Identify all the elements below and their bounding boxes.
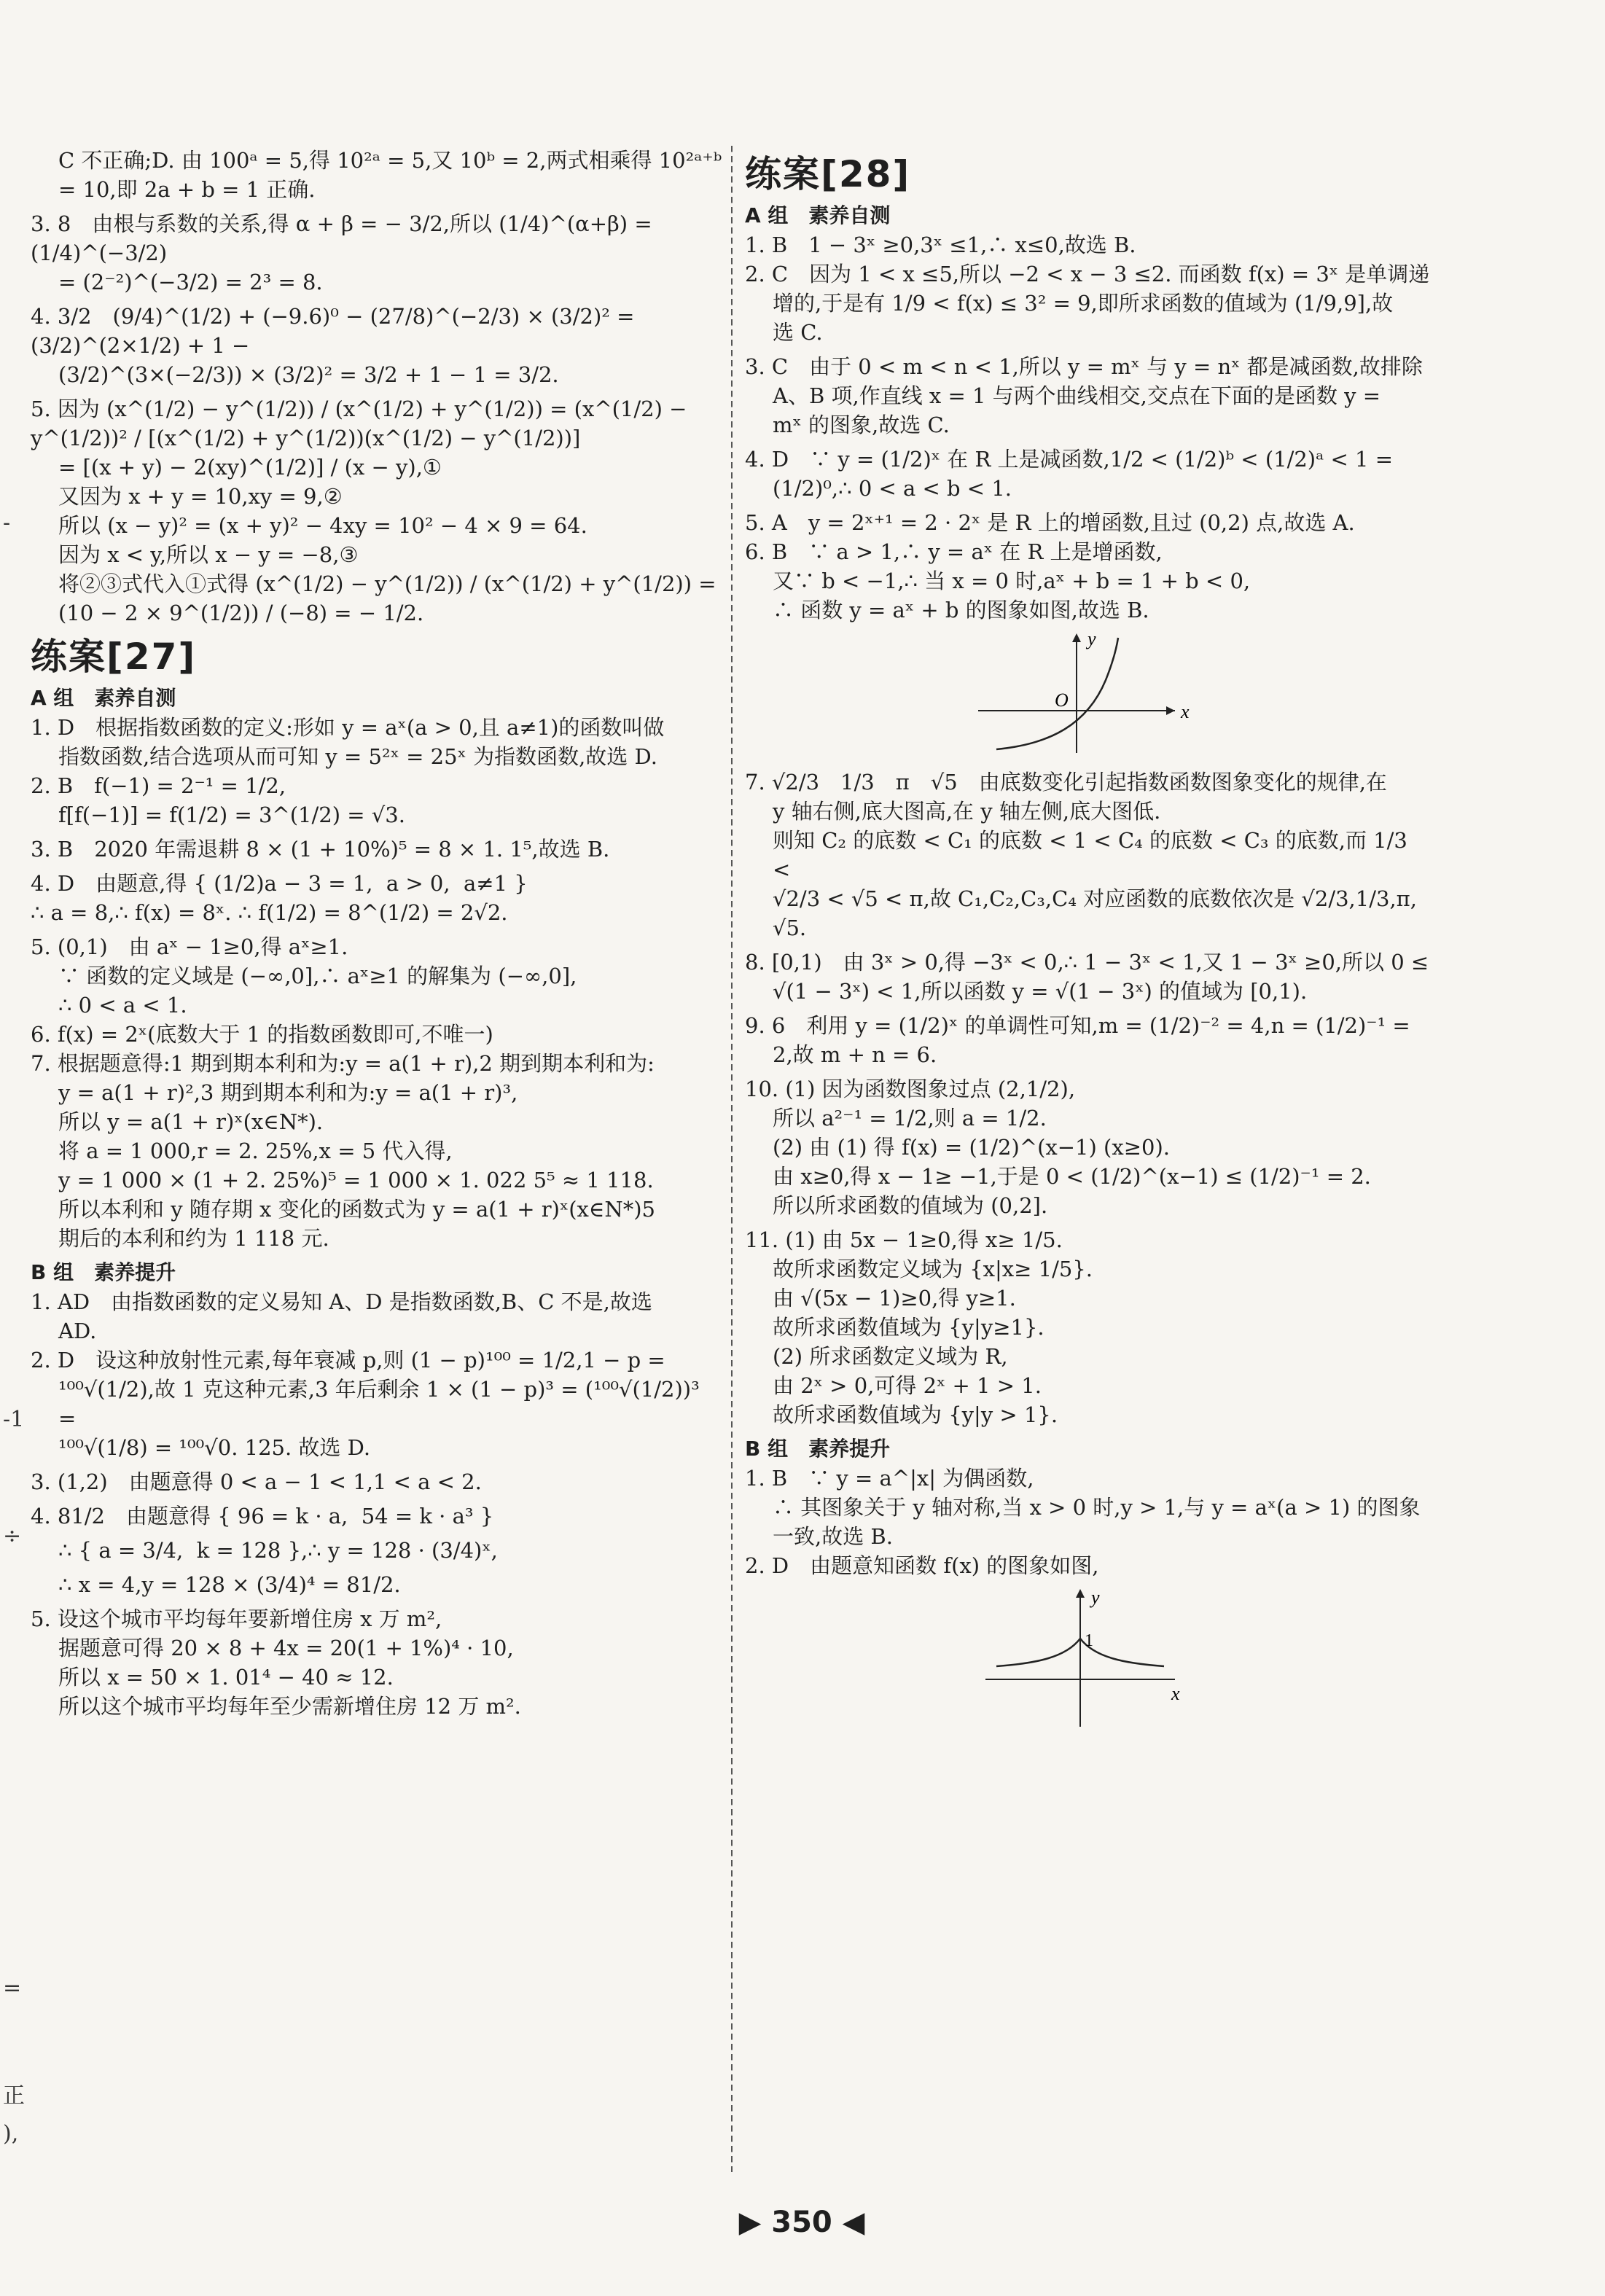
answer-line: 期后的本利和约为 1 118 元. — [58, 1226, 329, 1251]
answer-line: 一致,故选 B. — [773, 1524, 893, 1549]
answer-line: 因为 x < y,所以 x − y = −8,③ — [58, 542, 359, 567]
answer-line: 所以 a²⁻¹ = 1/2,则 a = 1/2. — [773, 1106, 1047, 1131]
page-number: ▶ 350 ◀ — [738, 2206, 865, 2239]
answer-line: √2/3 < √5 < π,故 C₁,C₂,C₃,C₄ 对应函数的底数依次是 √2/3,1/3,π, — [773, 886, 1417, 911]
group-a-label: A 组 素养自测 — [745, 203, 891, 227]
answer-line: 1. AD 由指数函数的定义易知 A、D 是指数函数,B、C 不是,故选 — [31, 1289, 652, 1314]
answer-line: mˣ 的图象,故选 C. — [773, 413, 950, 437]
answer-line: y = a(1 + r)²,3 期到期本利和为:y = a(1 + r)³, — [58, 1080, 518, 1105]
answer-line: 指数函数,结合选项从而可知 y = 5²ˣ = 25ˣ 为指数函数,故选 D. — [58, 744, 657, 769]
answer-line: C 不正确;D. 由 100ᵃ = 5,得 10²ᵃ = 5,又 10ᵇ = 2,两式相乘得 10²ᵃ⁺ᵇ — [58, 148, 722, 173]
answer-line: 3. C 由于 0 < m < n < 1,所以 y = mˣ 与 y = nˣ 都是减函数,故排除 — [745, 354, 1423, 379]
answer-line: f[f(−1)] = f(1/2) = 3^(1/2) = √3. — [58, 803, 405, 827]
answer-line: 5. 因为 (x^(1/2) − y^(1/2)) / (x^(1/2) + y^(1/2)) = (x^(1/2) − y^(1/2))² / [(x^(1/2) + y^(1/2))(x^(1/2) − y^(1/2))] — [31, 397, 694, 450]
answer-line: √(1 − 3ˣ) < 1,所以函数 y = √(1 − 3ˣ) 的值域为 [0,1). — [773, 979, 1308, 1004]
answer-line: 所以所求函数的值域为 (0,2]. — [773, 1193, 1048, 1218]
graph-exp-shifted — [745, 629, 1430, 760]
answer-line: ∴ 函数 y = aˣ + b 的图象如图,故选 B. — [773, 598, 1149, 622]
answer-line: 选 C. — [773, 320, 823, 345]
margin-mark: ÷ — [3, 1523, 22, 1549]
answer-line: A、B 项,作直线 x = 1 与两个曲线相交,交点在下面的是函数 y = — [773, 383, 1381, 408]
section-title-28: 练案[28] — [745, 153, 911, 195]
answer-line: (2) 由 (1) 得 f(x) = (1/2)^(x−1) (x≥0). — [773, 1135, 1170, 1160]
answer-line: 则知 C₂ 的底数 < C₁ 的底数 < 1 < C₄ 的底数 < C₃ 的底数,而 1/3 < — [773, 828, 1415, 882]
answer-line: 5. A y = 2ˣ⁺¹ = 2 · 2ˣ 是 R 上的增函数,且过 (0,2) 点,故选 A. — [745, 510, 1355, 535]
answer-line: 故所求函数值域为 {y|y≥1}. — [773, 1315, 1044, 1340]
answer-line: 4. D ∵ y = (1/2)ˣ 在 R 上是减函数,1/2 < (1/2)ᵇ < (1/2)ᵃ < 1 = — [745, 447, 1394, 472]
answer-line: 5. (0,1) 由 aˣ − 1≥0,得 aˣ≥1. — [31, 934, 348, 959]
answer-line: ∵ 函数的定义域是 (−∞,0],∴ aˣ≥1 的解集为 (−∞,0], — [58, 964, 577, 988]
answer-line: 由 2ˣ > 0,可得 2ˣ + 1 > 1. — [773, 1373, 1042, 1398]
answer-line: 8. [0,1) 由 3ˣ > 0,得 −3ˣ < 0,∴ 1 − 3ˣ < 1,又 1 − 3ˣ ≥0,所以 0 ≤ — [745, 950, 1429, 975]
group-b-label: B 组 素养提升 — [31, 1260, 176, 1284]
answer-line: ∴ 0 < a < 1. — [58, 993, 187, 1018]
answer-line: ∴ 其图象关于 y 轴对称,当 x > 0 时,y > 1,与 y = aˣ(a > 1) 的图象 — [773, 1495, 1421, 1520]
x-label: x — [1171, 1683, 1180, 1704]
answer-line: 4. 3/2 (9/4)^(1/2) + (−9.6)⁰ − (27/8)^(−2/3) × (3/2)² = (3/2)^(2×1/2) + 1 − — [31, 304, 641, 358]
answer-line: 11. (1) 由 5x − 1≥0,得 x≥ 1/5. — [745, 1227, 1063, 1252]
answer-line: 2. B f(−1) = 2⁻¹ = 1/2, — [31, 773, 286, 798]
x-axis-arrow — [1166, 706, 1175, 715]
section-title-27: 练案[27] — [31, 636, 197, 678]
answer-line: (2) 所求函数定义域为 R, — [773, 1344, 1008, 1369]
answer-line: 又∵ b < −1,∴ 当 x = 0 时,aˣ + b = 1 + b < 0, — [773, 569, 1251, 593]
answer-line: AD. — [58, 1319, 97, 1343]
answer-line: = [(x + y) − 2(xy)^(1/2)] / (x − y),① — [58, 455, 442, 480]
y-axis-arrow — [1076, 1589, 1085, 1598]
answer-line: = (2⁻²)^(−3/2) = 2³ = 8. — [58, 270, 323, 294]
answer-line: 故所求函数值域为 {y|y > 1}. — [773, 1402, 1058, 1427]
intercept-label: 1 — [1085, 1631, 1093, 1650]
margin-mark: 正 — [3, 2083, 25, 2109]
y-label: y — [1087, 629, 1096, 649]
answer-line: 2. D 由题意知函数 f(x) 的图象如图, — [745, 1553, 1099, 1578]
answer-line: 1. B 1 − 3ˣ ≥0,3ˣ ≤1,∴ x≤0,故选 B. — [745, 233, 1136, 257]
answer-line: (3/2)^(3×(−2/3)) × (3/2)² = 3/2 + 1 − 1 = 3/2. — [58, 362, 559, 387]
answer-line: 9. 6 利用 y = (1/2)ˣ 的单调性可知,m = (1/2)⁻² = 4,n = (1/2)⁻¹ = — [745, 1013, 1410, 1038]
margin-mark: = — [3, 1975, 22, 2001]
answer-line: 将②③式代入①式得 (x^(1/2) − y^(1/2)) / (x^(1/2) + y^(1/2)) = (10 − 2 × 9^(1/2)) / (−8) = − 1/2. — [58, 571, 723, 625]
left-column — [31, 146, 723, 1721]
answer-line: 将 a = 1 000,r = 2. 25%,x = 5 代入得, — [58, 1139, 453, 1163]
answer-line: 4. D 由题意,得 { (1/2)a − 3 = 1, a > 0, a≠1 } — [31, 871, 528, 896]
answer-line: 5. 设这个城市平均每年要新增住房 x 万 m², — [31, 1606, 442, 1631]
answer-line: 1. D 根据指数函数的定义:形如 y = aˣ(a > 0,且 a≠1)的函数叫做 — [31, 715, 665, 740]
origin-label: O — [1055, 690, 1069, 711]
answer-line: 所以 (x − y)² = (x + y)² − 4xy = 10² − 4 × 9 = 64. — [58, 513, 587, 538]
answer-line: 又因为 x + y = 10,xy = 9,② — [58, 484, 343, 509]
answer-line: 所以 x = 50 × 1. 01⁴ − 40 ≈ 12. — [58, 1665, 394, 1690]
answer-line: 4. 81/2 由题意得 { 96 = k · a, 54 = k · a³ } — [31, 1504, 494, 1528]
answer-line: 所以 y = a(1 + r)ˣ(x∈N*). — [58, 1109, 324, 1134]
answer-line: 2. C 因为 1 < x ≤5,所以 −2 < x − 3 ≤2. 而函数 f(x) = 3ˣ 是单调递 — [745, 262, 1430, 286]
column-divider — [731, 146, 733, 2172]
answer-line: ¹⁰⁰√(1/8) = ¹⁰⁰√0. 125. 故选 D. — [58, 1435, 371, 1460]
graph-even-function — [745, 1585, 1430, 1730]
answer-line: ∴ x = 4,y = 128 × (3/4)⁴ = 81/2. — [58, 1572, 401, 1597]
answer-line: ¹⁰⁰√(1/2),故 1 克这种元素,3 年后剩余 1 × (1 − p)³ = (¹⁰⁰√(1/2))³ = — [58, 1377, 706, 1431]
answer-line: 7. 根据题意得:1 期到期本利和为:y = a(1 + r),2 期到期本利和为: — [31, 1051, 655, 1076]
answer-line: ∴ a = 8,∴ f(x) = 8ˣ. ∴ f(1/2) = 8^(1/2) = 2√2. — [31, 900, 508, 925]
answer-line: 2,故 m + n = 6. — [773, 1042, 937, 1067]
answer-line: 所以本利和 y 随存期 x 变化的函数式为 y = a(1 + r)ˣ(x∈N*)5 — [58, 1197, 655, 1222]
answer-line: 6. f(x) = 2ˣ(底数大于 1 的指数函数即可,不唯一) — [31, 1022, 493, 1047]
right-column — [745, 146, 1430, 1738]
y-axis-arrow — [1072, 633, 1081, 642]
answer-line: 3. (1,2) 由题意得 0 < a − 1 < 1,1 < a < 2. — [31, 1469, 482, 1494]
answer-line: 增的,于是有 1/9 < f(x) ≤ 3² = 9,即所求函数的值域为 (1/9,9],故 — [773, 291, 1394, 316]
answer-line: 所以这个城市平均每年至少需新增住房 12 万 m². — [58, 1694, 521, 1719]
answer-line: 1. B ∵ y = a^|x| 为偶函数, — [745, 1466, 1034, 1491]
margin-mark: -1 — [3, 1407, 25, 1432]
answer-line: 3. 8 由根与系数的关系,得 α + β = − 3/2,所以 (1/4)^(α+β) = (1/4)^(−3/2) — [31, 211, 659, 265]
answer-line: 2. D 设这种放射性元素,每年衰减 p,则 (1 − p)¹⁰⁰ = 1/2,1 − p = — [31, 1348, 665, 1372]
group-a-label: A 组 素养自测 — [31, 686, 176, 710]
answer-line: 由 √(5x − 1)≥0,得 y≥1. — [773, 1286, 1016, 1311]
answer-line: 由 x≥0,得 x − 1≥ −1,于是 0 < (1/2)^(x−1) ≤ (1/2)⁻¹ = 2. — [773, 1164, 1371, 1189]
answer-line: (1/2)⁰,∴ 0 < a < b < 1. — [773, 476, 1012, 501]
answer-line: = 10,即 2a + b = 1 正确. — [58, 177, 316, 202]
margin-mark: - — [3, 510, 11, 536]
answer-line: 10. (1) 因为函数图象过点 (2,1/2), — [745, 1077, 1076, 1101]
y-label: y — [1091, 1587, 1100, 1608]
answer-line: y 轴右侧,底大图高,在 y 轴左侧,底大图低. — [773, 799, 1161, 824]
answer-line: √5. — [773, 915, 807, 940]
group-b-label: B 组 素养提升 — [745, 1437, 891, 1461]
left-margin-fragments — [0, 0, 25, 2296]
margin-mark: ), — [3, 2121, 19, 2147]
answer-line: 6. B ∵ a > 1,∴ y = aˣ 在 R 上是增函数, — [745, 539, 1163, 564]
answer-line: y = 1 000 × (1 + 2. 25%)⁵ = 1 000 × 1. 022 5⁵ ≈ 1 118. — [58, 1168, 654, 1192]
answer-line: 3. B 2020 年需退耕 8 × (1 + 10%)⁵ = 8 × 1. 1⁵,故选 B. — [31, 837, 610, 862]
answer-line: 故所求函数定义域为 {x|x≥ 1/5}. — [773, 1257, 1093, 1281]
answer-line: 据题意可得 20 × 8 + 4x = 20(1 + 1%)⁴ · 10, — [58, 1636, 514, 1660]
answer-line: 7. √2/3 1/3 π √5 由底数变化引起指数函数图象变化的规律,在 — [745, 770, 1387, 794]
answer-line: ∴ { a = 3/4, k = 128 },∴ y = 128 · (3/4)ˣ, — [58, 1538, 498, 1563]
x-label: x — [1181, 701, 1190, 722]
